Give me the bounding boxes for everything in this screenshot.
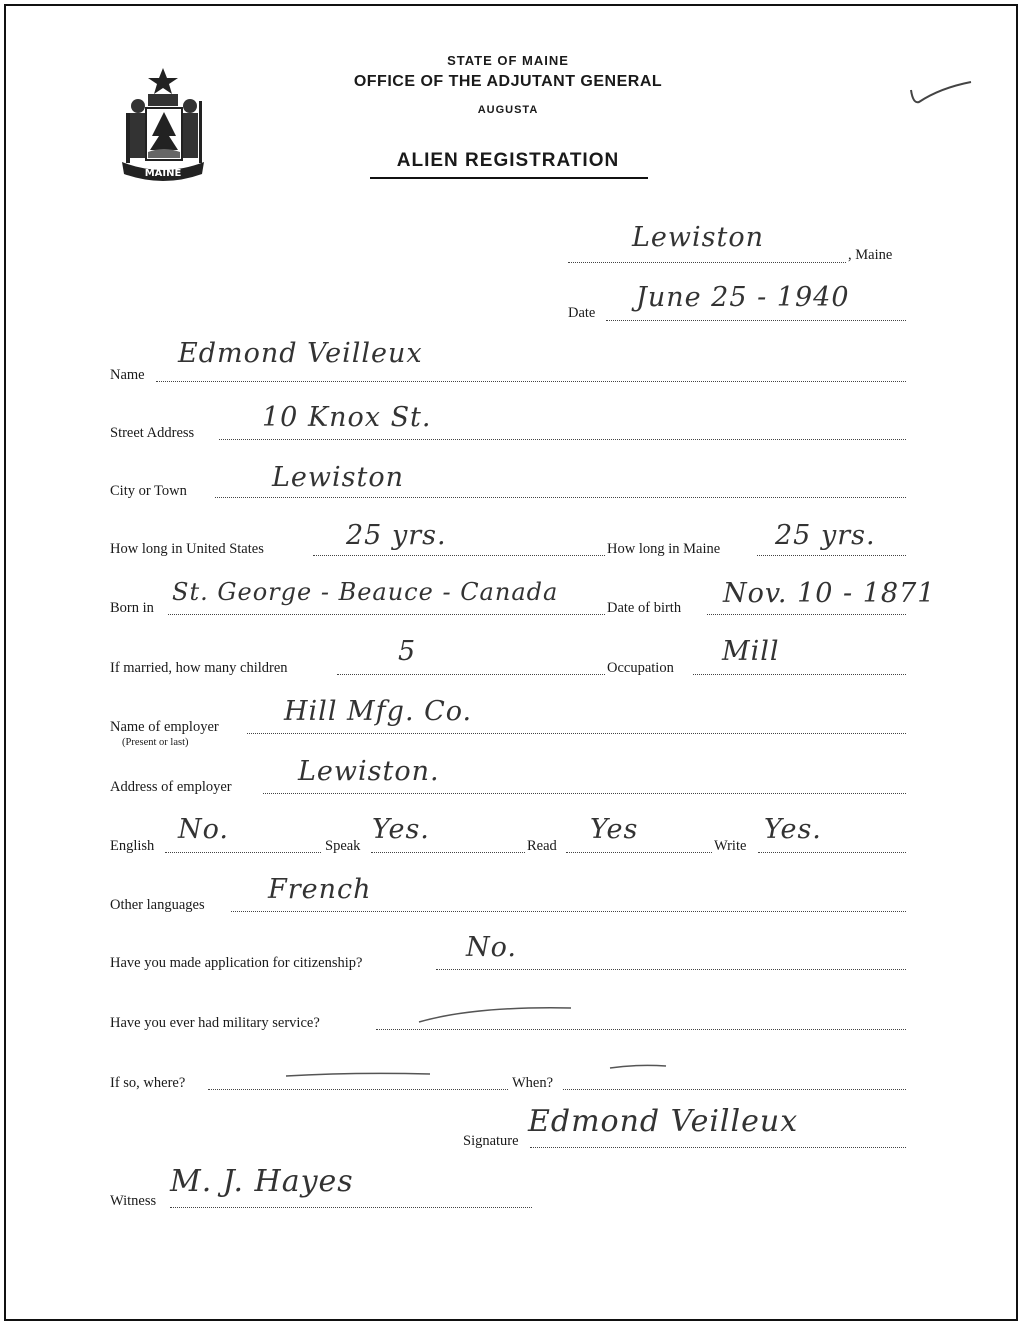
occupation-line	[693, 674, 906, 675]
when-label: When?	[512, 1075, 554, 1091]
speak-line	[371, 852, 525, 853]
date-of-birth-label: Date of birth	[607, 600, 682, 616]
witness-line	[170, 1207, 532, 1208]
where-dash-mark	[284, 1066, 434, 1082]
speak-label: Speak	[325, 838, 361, 854]
title-underline	[370, 177, 648, 179]
city-line	[215, 497, 906, 498]
other-languages-value: French	[268, 874, 372, 905]
check-mark-icon	[905, 80, 975, 120]
how-long-us-label: How long in United States	[110, 541, 264, 557]
where-label: If so, where?	[110, 1075, 186, 1091]
date-of-birth-line	[707, 614, 906, 615]
signature-value: Edmond Veilleux	[528, 1104, 799, 1139]
seal-text: MAINE	[144, 168, 182, 179]
form-title: ALIEN REGISTRATION	[396, 150, 620, 171]
how-long-maine-value: 25 yrs.	[775, 520, 876, 551]
city-heading: AUGUSTA	[477, 104, 539, 116]
name-label: Name	[110, 367, 145, 383]
state-heading: STATE OF MAINE	[447, 53, 569, 68]
location-value: Lewiston	[632, 222, 765, 253]
citizenship-value: No.	[466, 932, 517, 963]
signature-label: Signature	[463, 1133, 519, 1149]
where-line	[208, 1089, 508, 1090]
military-dash-mark	[415, 1002, 575, 1026]
read-label: Read	[527, 838, 557, 854]
other-languages-line	[231, 911, 906, 912]
witness-value: M. J. Hayes	[170, 1164, 354, 1199]
name-value: Edmond Veilleux	[178, 338, 423, 369]
how-long-maine-line	[757, 555, 906, 556]
write-value: Yes.	[764, 814, 822, 845]
born-in-line	[168, 614, 605, 615]
date-value: June 25 - 1940	[636, 282, 850, 313]
employer-name-label: Name of employer	[110, 719, 219, 735]
children-line	[337, 674, 605, 675]
citizenship-line	[436, 969, 906, 970]
date-of-birth-value: Nov. 10 - 1871	[723, 578, 936, 609]
name-line	[156, 381, 906, 382]
military-label: Have you ever had military service?	[110, 1015, 320, 1031]
read-line	[566, 852, 712, 853]
employer-name-sublabel: (Present or last)	[122, 737, 189, 748]
employer-name-line	[247, 733, 906, 734]
born-in-label: Born in	[110, 600, 154, 616]
employer-address-label: Address of employer	[110, 779, 232, 795]
city-value: Lewiston	[272, 462, 405, 493]
how-long-maine-label: How long in Maine	[607, 541, 721, 557]
write-label: Write	[714, 838, 747, 854]
children-value: 5	[398, 636, 417, 667]
born-in-value: St. George - Beauce - Canada	[172, 578, 559, 606]
how-long-us-line	[313, 555, 605, 556]
children-label: If married, how many children	[110, 660, 288, 676]
write-line	[758, 852, 906, 853]
employer-name-value: Hill Mfg. Co.	[284, 696, 473, 727]
read-value: Yes	[590, 814, 639, 845]
city-label: City or Town	[110, 483, 187, 499]
when-line	[563, 1089, 906, 1090]
occupation-value: Mill	[722, 636, 780, 667]
location-line	[568, 262, 846, 263]
other-languages-label: Other languages	[110, 897, 205, 913]
street-address-line	[219, 439, 906, 440]
english-label: English	[110, 838, 155, 854]
date-label: Date	[568, 305, 596, 321]
citizenship-label: Have you made application for citizenship?	[110, 955, 363, 971]
office-heading: OFFICE OF THE ADJUTANT GENERAL	[353, 73, 663, 90]
employer-address-value: Lewiston.	[298, 756, 440, 787]
signature-line	[530, 1147, 906, 1148]
location-suffix: , Maine	[848, 247, 893, 263]
speak-value: Yes.	[372, 814, 430, 845]
military-line	[376, 1029, 906, 1030]
street-address-label: Street Address	[110, 425, 195, 441]
occupation-label: Occupation	[607, 660, 674, 676]
english-value: No.	[178, 814, 229, 845]
employer-address-line	[263, 793, 906, 794]
how-long-us-value: 25 yrs.	[346, 520, 447, 551]
street-address-value: 10 Knox St.	[262, 402, 432, 433]
english-line	[165, 852, 321, 853]
date-line	[606, 320, 906, 321]
witness-label: Witness	[110, 1193, 157, 1209]
when-dash-mark	[608, 1058, 668, 1074]
